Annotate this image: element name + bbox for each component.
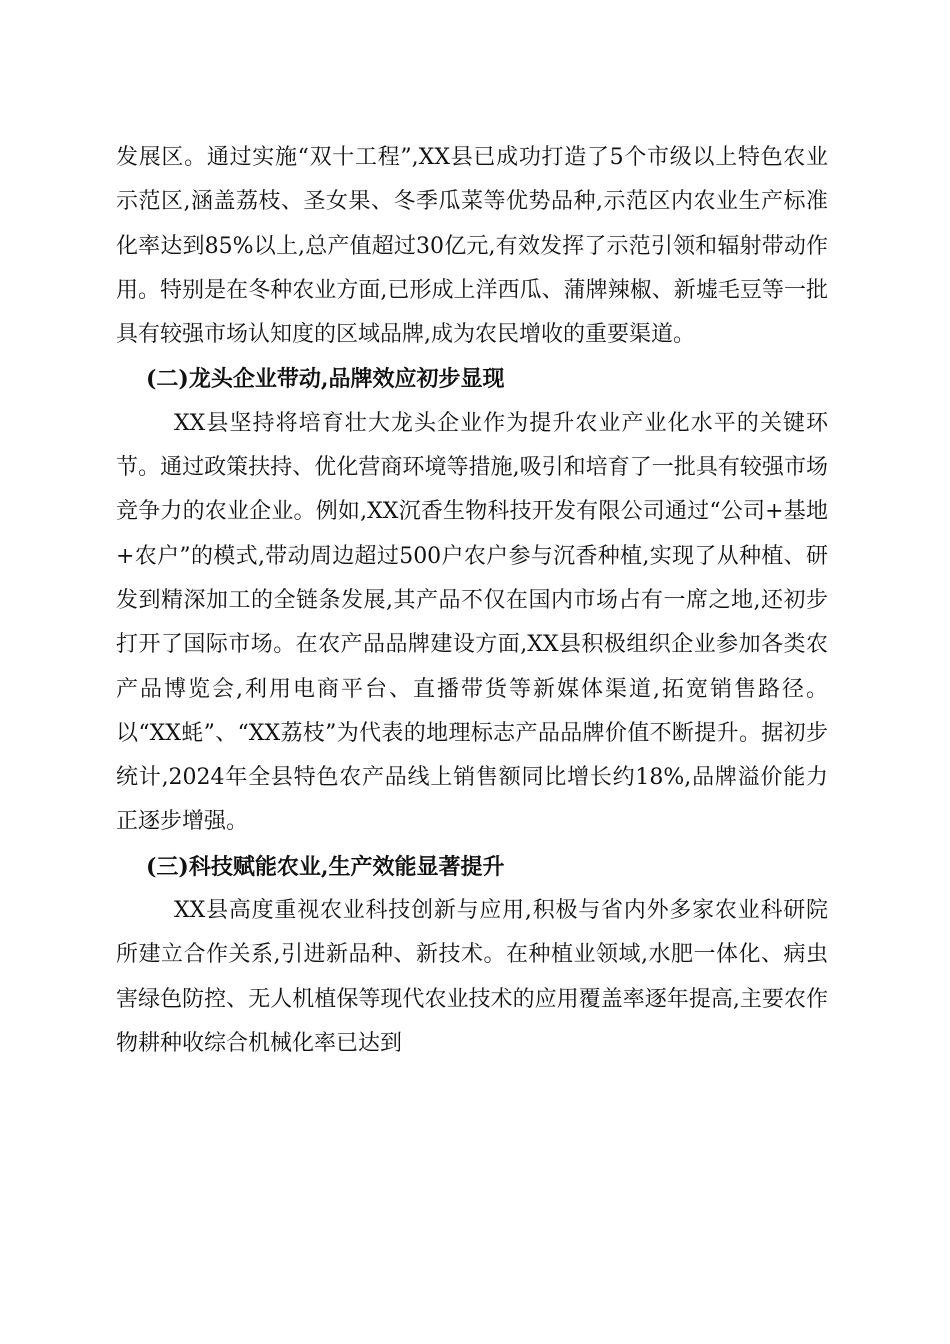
body-paragraph: XX县高度重视农业科技创新与应用,积极与省内外多家农业科研院所建立合作关系,引进新品种、新技术。在种植业领域,水肥一体化、病虫害绿色防控、无人机植保等现代农业技术的应用覆盖率逐年提高,主要农作物耕种收综合机械化率已达到: [116, 898, 828, 1056]
document-body: [116, 136, 828, 1066]
section-heading: (二)龙头企业带动,品牌效应初步显现: [146, 366, 505, 393]
section-heading: (三)科技赋能农业,生产效能显著提升: [146, 853, 505, 880]
body-paragraph: XX县坚持将培育壮大龙头企业作为提升农业产业化水平的关键环节。通过政策扶持、优化营商环境等措施,吸引和培育了一批具有较强市场竞争力的农业企业。例如,XX沉香生物科技开发有限公司通过“公司+基地+农户”的模式,带动周边超过500户农户参与沉香种植,实现了从种植、研发到精深加工的全链条发展,其产品不仅在国内市场占有一席之地,还初步打开了国际市场。在农产品品牌建设方面,XX县积极组织企业参加各类农产品博览会,利用电商平台、直播带货等新媒体渠道,拓宽销售路径。以“XX蚝”、“XX荔枝”为代表的地理标志产品品牌价值不断提升。据初步统计,2024年全县特色农产品线上销售额同比增长约18%,品牌溢价能力正逐步增强。: [116, 410, 829, 835]
body-paragraph: 发展区。通过实施“双十工程”,XX县已成功打造了5个市级以上特色农业示范区,涵盖荔枝、圣女果、冬季瓜菜等优势品种,示范区内农业生产标准化率达到85%以上,总产值超过30亿元,有效发挥了示范引领和辐射带动作用。特别是在冬种农业方面,已形成上洋西瓜、蒲牌辣椒、新墟毛豆等一批具有较强市场认知度的区域品牌,成为农民增收的重要渠道。: [116, 145, 828, 348]
